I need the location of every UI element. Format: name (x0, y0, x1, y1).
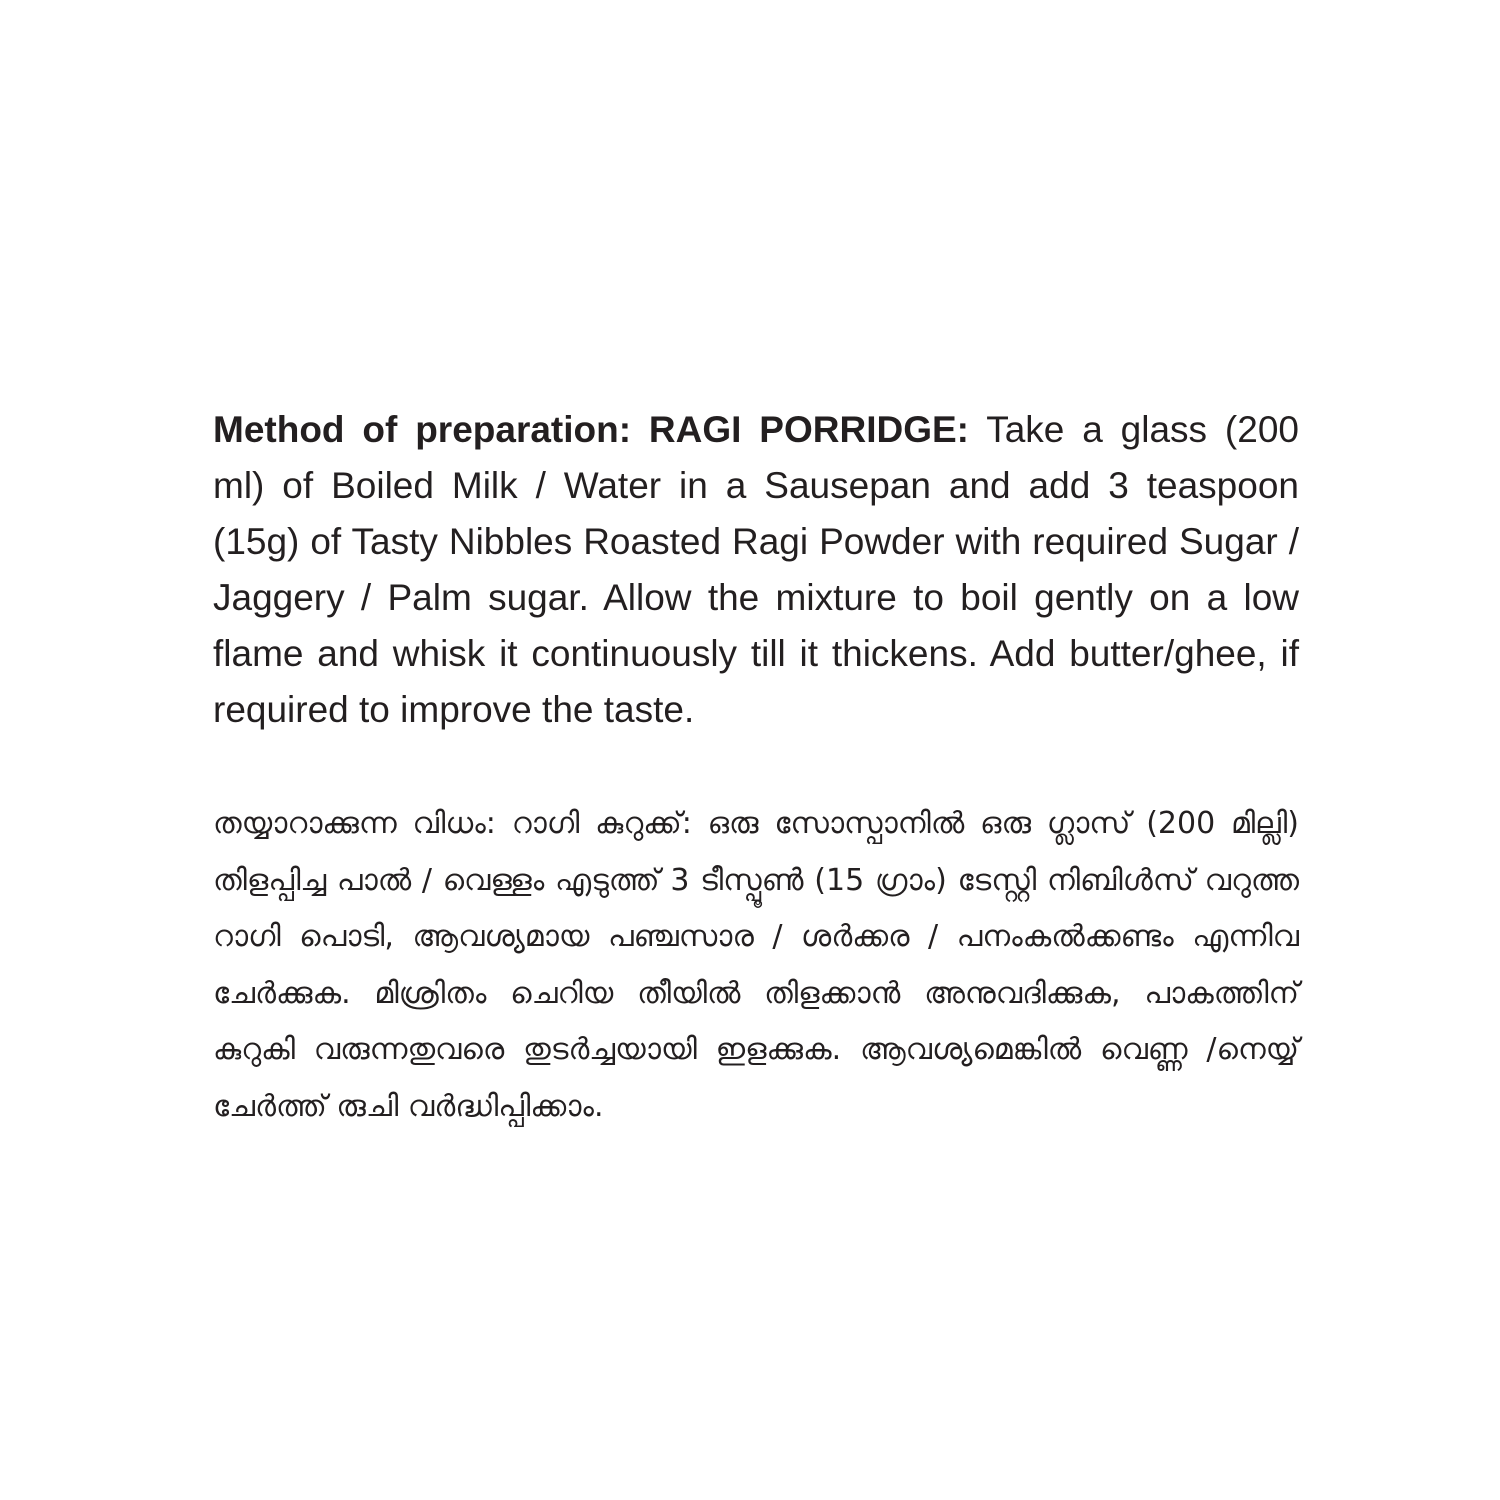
english-heading: Method of preparation: RAGI PORRIDGE: (213, 409, 969, 450)
malayalam-instructions: തയ്യാറാക്കുന്ന വിധം: റാഗി കുറുക്ക്: ഒരു സോസ്പാനിൽ ഒരു ഗ്ലാസ് (200 മില്ലി) തിളപ്പിച്ച പാൽ / വെള്ളം എടുത്ത് 3 ടീസ്പൂൺ (15 ഗ്രാം) ടേസ്റ്റി നിബിൾസ് വറുത്ത റാഗി പൊടി, ആവശ്യമായ പഞ്ചസാര / ശർക്കര / പനംകൽക്കണ്ടം എന്നിവ ചേർക്കുക. മിശ്രിതം ചെറിയ തീയിൽ തിളക്കാൻ അനുവദിക്കുക, പാകത്തിന് കുറുകി വരുന്നതുവരെ തുടർച്ചയായി ഇളക്കുക. ആവശ്യമെങ്കിൽ വെണ്ണ /നെയ്യ് ചേർത്ത് രുചി വർദ്ധിപ്പിക്കാം. (213, 806, 1299, 1124)
english-instructions (213, 402, 1299, 738)
english-body: Take a glass (200 ml) of Boiled Milk / Water in a Sausepan and add 3 teaspoon (15g) of Tasty Nibbles Roasted Ragi Powder with required Sugar / Jaggery / Palm sugar. Allow the mixture to boil gently on a low flame and whisk it continuously till it thickens. Add butter/ghee, if required to improve the taste. (213, 409, 1299, 730)
